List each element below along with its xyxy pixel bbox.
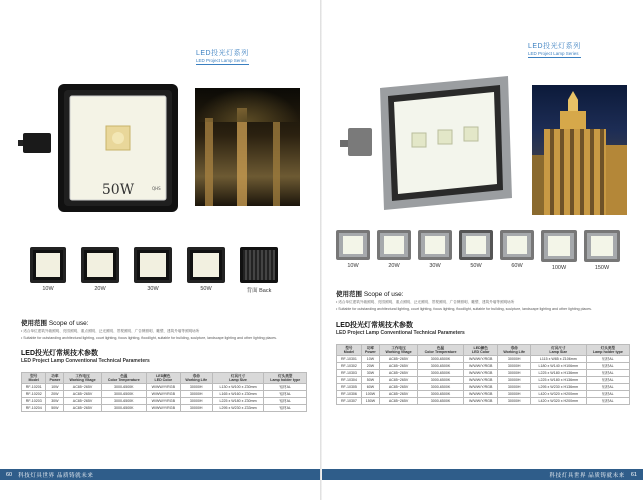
table-cell: L420 x W320 x H200mm [530,391,586,398]
lamp-label: 50W [101,182,135,198]
table-cell: AC85~265V [64,398,102,405]
table-row [22,405,307,412]
table-cell: L130 x W100 x Z30mm [212,384,264,391]
table-cell: W/WW/Y/RGB [463,370,498,377]
table-header-cell [586,345,629,356]
table-row [22,398,307,405]
table-title-en: LED Project Lamp Conventional Technical Parameters [21,358,150,364]
table-cell: AC85~265V [379,356,417,363]
table-cell: 10W [46,384,64,391]
table-header-cell [498,345,530,356]
table-header-cell [530,345,586,356]
table-cell: 150W [361,398,379,405]
table-cell: AC85~265V [379,377,417,384]
table-cell: 30000H [498,391,530,398]
table-header-row [22,373,307,384]
header-cn: 功率 [51,374,59,378]
table-cell: L180 x W140 x H106mm [530,363,586,370]
series-title-cn: LED投光灯系列 [528,43,581,50]
table-cell: 3000-6500K [101,405,146,412]
table-cell: 30000H [498,384,530,391]
header-en: Model [28,378,39,382]
table-cell: L420 x W320 x H200mm [530,398,586,405]
table-cell: 30000H [498,377,530,384]
table-cell: AC85~265V [379,398,417,405]
right-footer-bar [322,469,643,480]
header-en: Lamp Size [229,378,247,382]
lamp-sublabel: QHS [152,186,161,191]
table-header-cell [337,345,362,356]
table-row [22,384,307,391]
night-building-photo [532,85,627,215]
table-cell: L165 x W160 x Z30mm [212,391,264,398]
scope-line-en: • Suitable for outstanding architectural lighting, court lighting, focus lighting, floodlight, suitable for building, sculpture, landscape lighting and other lighting places. [21,336,277,340]
header-en: Working Life [503,350,526,354]
header-cn: 色温 [120,374,128,378]
thumb-10w: 10W [30,247,66,294]
table-cell: L295 x W230 x H136mm [530,384,586,391]
table-cell: 铝材AL [586,377,629,384]
table-title-cn: LED投光灯常规技术参数 [336,322,413,329]
series-title-en: LED Project Lamp Series [528,51,581,58]
thumb-back: 背面 Back [240,247,278,294]
table-cell: W/WW/Y/RGB [463,398,498,405]
series-title-cn: LED投光灯系列 [196,50,249,57]
table-header-cell [22,373,46,384]
footer-slogan: 科技灯具世界 品质铸就未来 [549,472,625,479]
scope-title-en: Scope of use: [48,320,89,327]
table-cell: L225 x W180 x Z30mm [212,398,264,405]
header-en: Model [343,350,355,354]
header-cn: LED颜色 [473,346,488,350]
thumb-60w: 60W [500,230,534,271]
series-title-en: LED Project Lamp Series [196,58,249,65]
table-cell: AC85~265V [379,370,417,377]
table-cell: 20W [361,363,379,370]
thumb-100w: 100W [541,230,577,271]
table-cell: 20W [46,391,64,398]
table-header-cell [379,345,417,356]
table-cell: 铝材AL [264,398,307,405]
table-cell: W/WW/Y/RGB [463,384,498,391]
table-cell: 100W [361,391,379,398]
table-cell: 铝材AL [264,391,307,398]
header-en: Working Vltage [385,350,412,354]
table-row [337,377,630,384]
table-cell: RF-10302 [337,363,362,370]
scope-title: 使用范围 [21,320,47,327]
header-en: Color Temperature [107,378,140,382]
header-cn: 灯具尺寸 [230,374,246,378]
thumb-30w: 30W [418,230,452,271]
table-cell: 3000-6500K [418,377,464,384]
left-scope-section [21,318,306,341]
left-table-title [21,348,150,364]
header-cn: 功率 [366,346,375,350]
header-en: Power [365,350,376,354]
header-en: LED Color [154,378,173,382]
header-en: Working Vltage [69,378,96,382]
left-footer-bar [0,469,321,480]
header-cn: 灯头类型 [600,346,616,350]
header-en: Color Temperature [424,350,457,354]
table-title-en: LED Project Lamp Conventional Technical Parameters [336,330,465,336]
scope-title: 使用范围 [336,291,362,298]
header-en: Lamp Size [549,350,568,354]
header-en: Power [49,378,61,382]
thumb-10w: 10W [336,230,370,271]
page-number: 60 [6,471,13,478]
table-cell: 10W [361,356,379,363]
footer-slogan: 科技灯具世界 品质铸就未来 [18,472,94,479]
table-cell: AC85~265V [379,384,417,391]
table-cell: W/WW/Y/RGB [146,405,180,412]
table-cell: 3000-6500K [418,370,464,377]
floodlight-50w-black-image [18,78,188,218]
header-cn: 寿命 [192,374,200,378]
table-row [337,356,630,363]
table-cell: W/WW/Y/RGB [463,363,498,370]
left-spec-table [21,372,307,412]
table-cell: 60W [361,384,379,391]
table-cell: W/WW/Y/RGB [146,398,180,405]
thumb-30w: 30W [134,247,172,294]
table-cell: AC85~265V [379,363,417,370]
header-cn: 灯具尺寸 [551,346,566,350]
table-header-cell [180,373,212,384]
thumb-50w: 50W [187,247,225,294]
scope-line-cn: • 适合单位建筑外墙照明、亮园照明、重点照明、泛光照明、景观照明、广告牌照明、雕塑、建筑外墙等照明场所 [336,300,515,304]
table-cell: 30W [361,370,379,377]
table-cell: 铝材AL [586,356,629,363]
table-header-cell [101,373,146,384]
table-header-cell [46,373,64,384]
header-cn: 型号 [345,346,353,350]
scope-title-en: Scope of use: [363,291,404,298]
table-cell: 30000H [180,391,212,398]
table-cell: 铝材AL [264,405,307,412]
table-row [337,391,630,398]
table-cell: 30000H [498,363,530,370]
table-cell: W/WW/Y/RGB [146,391,180,398]
header-en: LED Color [471,350,490,354]
right-page [322,0,643,500]
table-cell: 30000H [180,405,212,412]
table-cell: 铝材AL [264,384,307,391]
header-en: Working Life [185,378,208,382]
table-cell: W/WW/Y/RGB [463,377,498,384]
right-spec-table [336,344,630,405]
table-cell: 铝材AL [586,384,629,391]
thumb-20w: 20W [81,247,119,294]
table-cell: L225 x W180 x H136mm [530,370,586,377]
header-cn: 工作电压 [391,346,406,350]
table-header-cell [212,373,264,384]
table-cell: 3000-6500K [418,398,464,405]
thumb-150w: 150W [584,230,620,271]
table-cell: AC85~265V [64,384,102,391]
table-header-cell [64,373,102,384]
table-cell: 30W [46,398,64,405]
header-cn: 色温 [436,346,445,350]
table-cell: 30000H [498,398,530,405]
table-header-cell [361,345,379,356]
scope-line-cn: • 适合单位建筑外墙照明、亮园照明、重点照明、泛光照明、景观照明、广告牌照明、雕塑、建筑外墙等照明场所 [21,329,200,333]
table-cell: RF-10301 [337,356,362,363]
left-page [0,0,321,500]
table-cell: 3000-6500K [418,363,464,370]
left-thumbnail-row [30,247,278,294]
table-cell: W/WW/Y/RGB [463,391,498,398]
table-cell: AC85~265V [64,405,102,412]
table-cell: AC85~265V [379,391,417,398]
table-cell: 3000-6500K [101,384,146,391]
table-cell: 30000H [180,398,212,405]
table-cell: 3000-6500K [418,384,464,391]
table-row [337,398,630,405]
table-cell: 30000H [498,356,530,363]
header-cn: 工作电压 [75,374,90,378]
table-header-cell [264,373,307,384]
table-cell: RF-10201 [22,384,46,391]
table-cell: AC85~265V [64,391,102,398]
right-thumbnail-row [336,230,620,271]
table-cell: RF-10204 [22,405,46,412]
table-cell: 铝材AL [586,391,629,398]
table-cell: 铝材AL [586,370,629,377]
right-series-heading [528,41,581,58]
table-cell: W/WW/Y/RGB [463,356,498,363]
table-cell: RF-10303 [337,370,362,377]
header-en: Lamp holder type [270,378,301,382]
table-cell: L225 x W180 x H136mm [530,377,586,384]
right-table-title [336,320,465,336]
left-series-heading [196,48,249,65]
floodlight-150w-gray-image [340,68,515,218]
table-cell: RF-10203 [22,398,46,405]
table-row [337,370,630,377]
table-cell: L295 x W230 x Z33mm [212,405,264,412]
table-cell: RF-10307 [337,398,362,405]
table-header-row [337,345,630,356]
table-row [22,391,307,398]
table-title-cn: LED投光灯常规技术参数 [21,350,98,357]
table-cell: 3000-6500K [101,398,146,405]
header-cn: 寿命 [510,346,518,350]
page-number: 61 [630,471,637,478]
table-header-cell [146,373,180,384]
header-cn: 灯头类型 [278,374,293,378]
table-cell: L115 x W85 x Z106mm [530,356,586,363]
table-cell: 3000-6500K [101,391,146,398]
header-cn: 型号 [30,374,38,378]
table-cell: 铝材AL [586,363,629,370]
right-scope-section [336,289,631,312]
table-cell: 30000H [180,384,212,391]
table-cell: 30000H [498,370,530,377]
table-cell: RF-10304 [337,377,362,384]
header-cn: LED颜色 [156,374,171,378]
table-cell: RF-10202 [22,391,46,398]
thumb-50w: 50W [459,230,493,271]
header-en: Lamp holder type [592,350,623,354]
table-header-cell [418,345,464,356]
table-cell: W/WW/Y/RGB [146,384,180,391]
scope-line-en: • Suitable for outstanding architectural lighting, court lighting, focus lighting, floodlight, suitable for building, sculpture, landscape lighting and other lighting places. [336,307,592,311]
table-cell: RF-10305 [337,384,362,391]
night-trees-photo [195,88,300,206]
table-cell: 3000-6500K [418,391,464,398]
table-cell: 50W [361,377,379,384]
table-cell: 铝材AL [586,398,629,405]
table-cell: 50W [46,405,64,412]
table-cell: 3000-6500K [418,356,464,363]
table-cell: RF-10306 [337,391,362,398]
table-header-cell [463,345,498,356]
table-row [337,363,630,370]
thumb-20w: 20W [377,230,411,271]
table-row [337,384,630,391]
